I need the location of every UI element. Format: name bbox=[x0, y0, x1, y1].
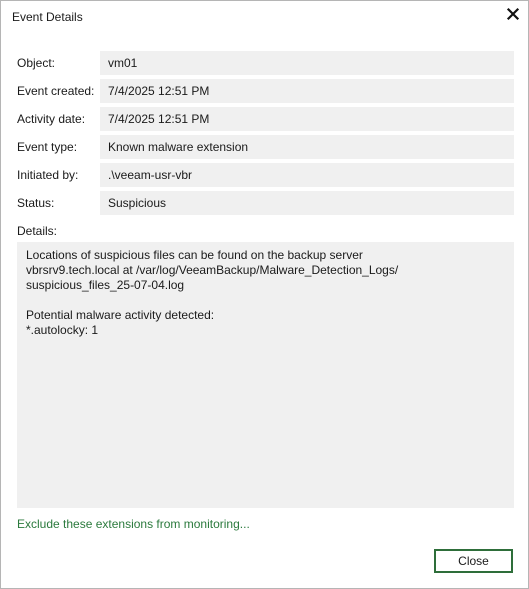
event-created-value: 7/4/2025 12:51 PM bbox=[100, 79, 514, 103]
event-type-value: Known malware extension bbox=[100, 135, 514, 159]
dialog-title: Event Details bbox=[12, 10, 83, 24]
exclude-extensions-link[interactable]: Exclude these extensions from monitoring... bbox=[17, 517, 250, 531]
activity-date-row bbox=[17, 107, 514, 131]
details-label: Details: bbox=[17, 224, 58, 238]
initiated-by-row bbox=[17, 163, 514, 187]
object-row bbox=[17, 51, 514, 75]
status-row bbox=[17, 191, 514, 215]
status-value: Suspicious bbox=[100, 191, 514, 215]
status-label: Status: bbox=[17, 196, 55, 210]
activity-date-label: Activity date: bbox=[17, 112, 86, 126]
event-type-row bbox=[17, 135, 514, 159]
object-value: vm01 bbox=[100, 51, 514, 75]
object-label: Object: bbox=[17, 56, 56, 70]
details-text-area[interactable]: Locations of suspicious files can be found on the backup server vbrsrv9.tech.local at /var/log/VeeamBackup/Malware_Detection_Logs/ suspicious_files_25-07-04.log Potential malware activity detected: *.autolocky: 1 bbox=[17, 242, 514, 508]
activity-date-value: 7/4/2025 12:51 PM bbox=[100, 107, 514, 131]
event-type-label: Event type: bbox=[17, 140, 78, 154]
close-icon[interactable] bbox=[505, 6, 521, 22]
initiated-by-label: Initiated by: bbox=[17, 168, 79, 182]
event-created-row bbox=[17, 79, 514, 103]
close-button[interactable]: Close bbox=[434, 549, 513, 573]
initiated-by-value: .\veeam-usr-vbr bbox=[100, 163, 514, 187]
title-bar bbox=[1, 1, 528, 34]
event-created-label: Event created: bbox=[17, 84, 95, 98]
